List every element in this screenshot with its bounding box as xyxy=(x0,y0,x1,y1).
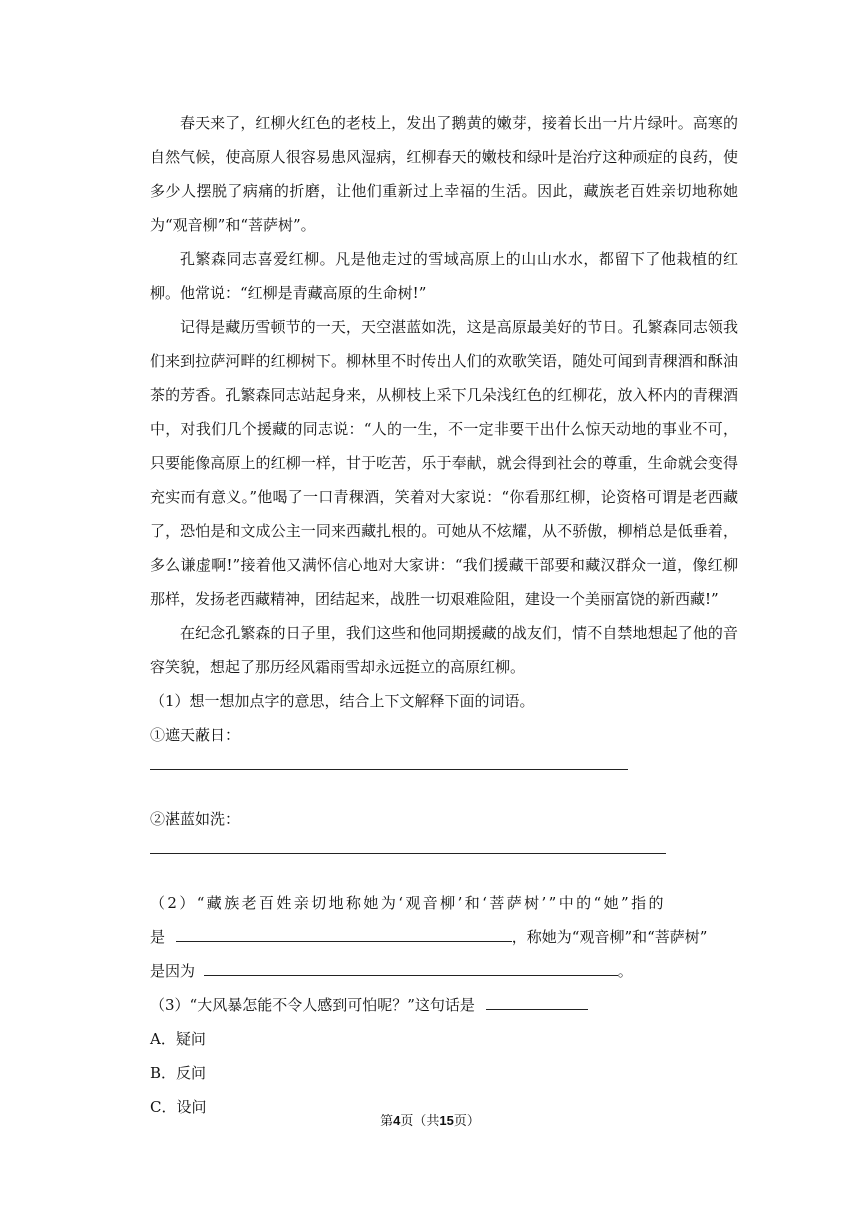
question-3-text: （3）“大风暴怎能不令人感到可怕呢？”这句话是 xyxy=(150,996,475,1014)
footer-post: 页） xyxy=(453,1114,480,1129)
question-2-line-3 xyxy=(150,954,738,988)
item-text-post: 蓝如洗： xyxy=(180,810,241,828)
document-content xyxy=(150,106,738,1124)
question-3 xyxy=(150,988,738,1022)
footer-page-number: 4 xyxy=(393,1113,401,1128)
footer-total-pages: 15 xyxy=(439,1113,454,1128)
question-2-line-2 xyxy=(150,920,738,954)
paragraph-1: 春天来了，红柳火红色的老枝上，发出了鹅黄的嫩芽，接着长出一片片绿叶。高寒的自然气候，使高原人很容易患风湿病，红柳春天的嫩枝和绿叶是治疗这种顽症的良药，使多少人摆脱了病痛的折磨，让他们重新过上幸福的生活。因此，藏族老百姓亲切地称她为“观音柳”和“菩萨树”。 xyxy=(150,114,738,234)
item-text-pre: 遮天 xyxy=(165,726,196,744)
page-footer xyxy=(0,1110,860,1129)
answer-blank-2[interactable] xyxy=(150,852,666,854)
option-b[interactable]: B．反问 xyxy=(150,1064,207,1082)
answer-blank-3[interactable] xyxy=(176,923,512,942)
answer-blank-1[interactable] xyxy=(150,768,628,770)
item-text-post: 日： xyxy=(210,726,241,744)
q2-line2-pre: 是 xyxy=(150,928,166,946)
question-1: （1）想一想加点字的意思，结合上下文解释下面的词语。 xyxy=(150,692,535,710)
q2-line3-post: 。 xyxy=(617,962,633,980)
paragraph-4: 在纪念孔繁森的日子里，我们这些和他同期援藏的战友们，情不自禁地想起了他的音容笑貌，想起了那历经风霜雨雪却永远挺立的高原红柳。 xyxy=(150,624,738,676)
question-1-item-2 xyxy=(150,802,738,836)
emphasized-char: 蔽 • xyxy=(195,726,210,744)
option-a[interactable]: A．疑问 xyxy=(150,1030,206,1048)
item-number: ① xyxy=(150,726,166,744)
answer-blank-5[interactable] xyxy=(486,991,588,1010)
footer-mid: 页（共 xyxy=(400,1114,440,1129)
emphasized-char: 湛 • xyxy=(165,810,180,828)
paragraph-3: 记得是藏历雪顿节的一天，天空湛蓝如洗，这是高原最美好的节日。孔繁森同志领我们来到拉萨河畔的红柳树下。柳林里不时传出人们的欢歌笑语，随处可闻到青稞酒和酥油茶的芳香。孔繁森同志站起身来，从柳枝上采下几朵浅红色的红柳花，放入杯内的青稞酒中，对我们几个援藏的同志说：“人的一生，不一定非要干出什么惊天动地的事业不可，只要能像高原上的红柳一样，甘于吃苦，乐于奉献，就会得到社会的尊重，生命就会变得充实而有意义。”他喝了一口青稞酒，笑着对大家说：“你看那红柳，论资格可谓是老西藏了，恐怕是和文成公主一同来西藏扎根的。可她从不炫耀，从不骄傲，柳梢总是低垂着，多么谦虚啊!”接着他又满怀信心地对大家讲：“我们援藏干部要和藏汉群众一道，像红柳那样，发扬老西藏精神，团结起来，战胜一切艰难险阻，建设一个美丽富饶的新西藏!” xyxy=(150,318,738,608)
question-1-item-1 xyxy=(150,718,738,752)
item-number: ② xyxy=(150,810,166,828)
option-c[interactable]: C．设问 xyxy=(150,1098,207,1116)
question-2-line-1: （2）“藏族老百姓亲切地称她为‘观音柳’和‘菩萨树’”中的“她”指的 xyxy=(150,894,666,912)
q2-line3-pre: 是因为 xyxy=(150,962,196,980)
answer-blank-4[interactable] xyxy=(204,957,618,976)
q2-line2-post: ，称她为“观音柳”和“菩萨树” xyxy=(511,928,708,946)
paragraph-2: 孔繁森同志喜爱红柳。凡是他走过的雪域高原上的山山水水，都留下了他栽植的红柳。他常说：“红柳是青藏高原的生命树!” xyxy=(150,250,738,302)
footer-pre: 第 xyxy=(380,1114,394,1129)
